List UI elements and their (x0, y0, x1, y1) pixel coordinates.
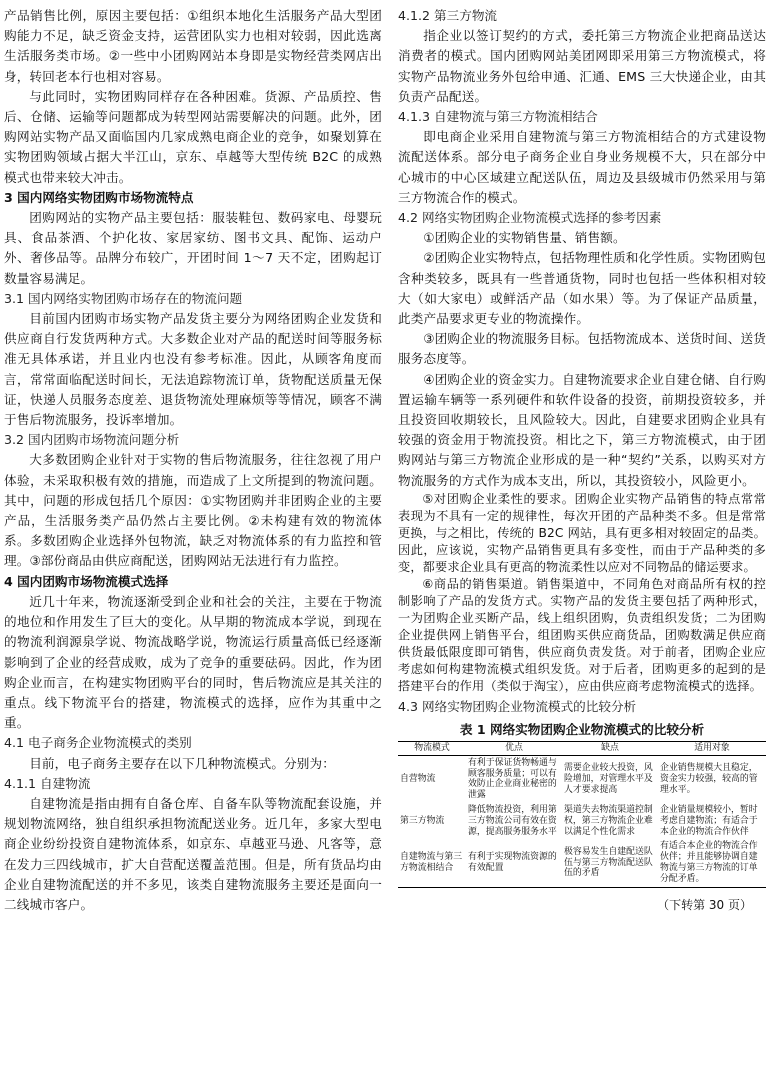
subsection-heading: 4.2 网络实物团购企业物流模式选择的参考因素 (398, 210, 662, 226)
table-header-applicable: 适用对象 (658, 742, 766, 756)
paragraph: ①团购企业的实物销售量、销售额。 (423, 230, 626, 246)
subsection-heading: 3.1 国内网络实物团购市场存在的物流问题 (4, 290, 243, 306)
table-row (398, 803, 766, 839)
table-cell: 第三方物流 (400, 815, 445, 826)
right-column-top (398, 6, 766, 491)
section-heading-4-3: 4.3 网络实物团购企业物流模式的比较分析 (398, 698, 637, 714)
subsection-heading: 3.2 国内团购市场物流问题分析 (4, 432, 180, 448)
paragraph: 大多数团购企业针对于实物的售后物流服务，往往忽视了用户体验，未采取积极有效的措施，而造成了上文所提到的物流问题。其中，问题的形成包括几个原因：①实物团购并非团购企业的主要产品，生活服务类产品仍然占主要比例。②未构建有效的物流体系。多数团购企业选择外包物流，缺乏对物流体系的有力监控和管理。③部份商品由供应商配送，团购网站无法进行有力监控。 (4, 452, 382, 569)
section-heading: 4 国内团购市场物流模式选择 (4, 573, 169, 589)
paragraph: 与此同时，实物团购同样存在各种困难。货源、产品质控、售后、仓储、运输等问题都成为转型网站需要解决的问题。此外，团购网站实物产品又面临国内几家成熟电商企业的竞争，如聚划算在实物团购领域占据大半江山，京东、卓越等大型传统 B2C 的成熟模式也带来较大冲击。 (4, 88, 382, 185)
right-column (398, 6, 766, 914)
paragraph: 即电商企业采用自建物流与第三方物流相结合的方式建设物流配送体系。部分电子商务企业自身业务规模不大，只在部分中心城市的中心区域建立配送队伍，周边及县级城市仍然采用与第三方物流合作的模式。 (398, 129, 766, 205)
paragraph: 指企业以签订契约的方式，委托第三方物流企业把商品送达消费者的模式。国内团购网站美团网即采用第三方物流模式，将实物产品物流业务外包给申通、汇通、EMS 三大快递企业，由其负责产品配送。 (398, 28, 766, 104)
paragraph: ④团购企业的资金实力。自建物流要求企业自建仓储、自行购置运输车辆等一系列硬件和软件设备的投资，前期投资较多，并且投资回收期较长，且风险较大。因此，自建要求团购企业具有较强的资金用于物流投资。相比之下，第三方物流模式，由于团购网站与第三方物流企业形成的是一种“契约”关系，以购买对方物流服务的方式作为成本支出，所以，其投资较小，风险更小。 (398, 371, 766, 488)
paragraph: 近几十年来，物流逐渐受到企业和社会的关注，主要在于物流的地位和作用发生了巨大的变化。从早期的物流成本学说，到现在的物流利润源泉学说、物流战略学说，物流运行质量高低已经逐渐影响到了企业的经营成败，成为了竞争的重要砝码。因此，作为团购企业而言，在构建实物团购平台的同时，售后物流应是其关注的重点。线下物流平台的搭建，物流模式的选择，应作为其重中之重。 (4, 593, 382, 731)
subsubsection-heading: 4.1.3 自建物流与第三方物流相结合 (398, 109, 598, 125)
table-header-mode: 物流模式 (398, 742, 466, 756)
table-cell: 有利于保证货物畅通与顾客服务质量；可以有效防止企业商业秘密的泄露 (468, 757, 557, 801)
table-header-advantages: 优点 (466, 742, 562, 756)
left-column (4, 6, 382, 915)
table-cell: 企业销售规模大且稳定，资金实力较强，较高的管理水平。 (660, 763, 758, 795)
paragraph: ②团购企业实物特点，包括物理性质和化学性质。实物团购包含种类较多，既具有一些普通货物，同时也包括一些体积相对较大（如大家电）或鲜活产品（如水果）等。为了保证产品质量，此类产品要求更专业的物流操作。 (398, 250, 766, 327)
paragraph: ③团购企业的物流服务目标。包括物流成本、送货时间、送货服务态度等。 (398, 331, 766, 367)
table-cell: 自营物流 (400, 774, 436, 785)
subsubsection-heading: 4.1.2 第三方物流 (398, 8, 498, 23)
comparison-table (398, 741, 766, 888)
paragraph: ⑥商品的销售渠道。销售渠道中，不同角色对商品所有权的控制影响了产品的发货方式。实物产品的发货主要包括了两种形式，一为团购企业买断产品，线上组织团购，负责组织发货；二为团购企业提供网上销售平台，组团购买供应商货品，团购数满足供应商供货最低限度即可销售，供应商负责发货。对于前者，团购企业应考虑如何构建物流模式组织发货。对于后者，团购更多的起到的是搭建平台的作用（类似于淘宝），应由供应商考虑物流模式的选择。 (398, 576, 766, 693)
table-cell: 渠道失去物流渠道控制权，第三方物流企业难以满足个性化需求 (564, 805, 653, 837)
table-cell: 有利于实现物流资源的有效配置 (466, 839, 562, 887)
table-header-row (398, 742, 766, 756)
table-row (398, 755, 766, 803)
paragraph: 团购网站的实物产品主要包括：服装鞋包、数码家电、母婴玩具、食品茶酒、个护化妆、家居家纺、图书文具、配饰、运动户外、奢侈品等。品牌分布较广，开团时间 1～7 天不定，团购起订数量容易满足。 (4, 210, 382, 286)
right-column-middle (398, 491, 766, 695)
table-caption: 表 1 网络实物团购企业物流模式的比较分析 (459, 722, 705, 738)
table-row (398, 839, 766, 887)
table-cell: 需要企业较大投资，风险增加，对管理水平及人才要求提高 (564, 763, 653, 795)
table-header-disadvantages: 缺点 (562, 742, 658, 756)
paragraph: ⑤对团购企业柔性的要求。团购企业实物产品销售的特点常常表现为不具有一定的规律性，每次开团的产品种类不多。但是常常更换，与之相比，传统的 B2C 网站，具有更多相对较固定的品类。因此，应该说，实物产品销售更具有多变性，而由于产品种类的多变，都要求企业具有更高的物流柔性以应对不同物品的储运要求。 (398, 491, 766, 574)
section-heading: 3 国内网络实物团购市场物流特点 (4, 189, 194, 205)
paragraph: 产品销售比例，原因主要包括：①组织本地化生活服务产品大型团购能力不足，缺乏资金支持，运营团队实力也相对较弱，因此选离生活服务类市场。②一些中小团购网站本身即是实物经营类网店出身，转回老本行也相对容易。 (4, 8, 382, 84)
continued-note: （下转第 30 页） (657, 897, 752, 912)
paragraph: 目前，电子商务主要存在以下几种物流模式。分别为： (29, 755, 336, 771)
subsubsection-heading: 4.1.1 自建物流 (4, 775, 91, 791)
table-cell: 有适合本企业的物流合作伙伴；并且能够协调自建物流与第三方物流的订单分配矛盾。 (658, 839, 766, 887)
table-cell: 企业销量规模较小，暂时考虑自建物流；有适合于本企业的物流合作伙伴 (660, 805, 758, 837)
table-cell: 降低物流投资，利用第三方物流公司有效在资源，提高服务服务水平 (468, 805, 557, 837)
subsection-heading: 4.1 电子商务企业物流模式的类别 (4, 735, 192, 751)
paragraph: 自建物流是指由拥有自备仓库、自备车队等物流配套设施，并规划物流网络，独自组织承担物流配送业务。近几年，多家大型电商企业纷纷投资自建物流体系，如京东、卓越亚马逊、凡客等，意在发力三四线城市，扩大自营配送覆盖范围。但是，所有货品均由企业自建物流配送的并不多见，该类自建物流服务主要还是面向一二线城市客户。 (4, 795, 382, 912)
table-cell: 自建物流与第三方物流相结合 (398, 839, 466, 887)
paragraph: 目前国内团购市场实物产品发货主要分为网络团购企业发货和供应商自行发货两种方式。大多数企业对产品的配送时间等服务标准无具体承诺，并且业内也没有参考标准。因此，从顾客角度而言，常常面临配送时间长，无法追踪物流订单，货物配送质量无保证，快递人员服务态度差、退货物流处理麻烦等等情况，顾客不满于售后物流服务，投诉率增加。 (4, 311, 382, 428)
table-cell: 极容易发生自建配送队伍与第三方物流配送队伍的矛盾 (562, 839, 658, 887)
